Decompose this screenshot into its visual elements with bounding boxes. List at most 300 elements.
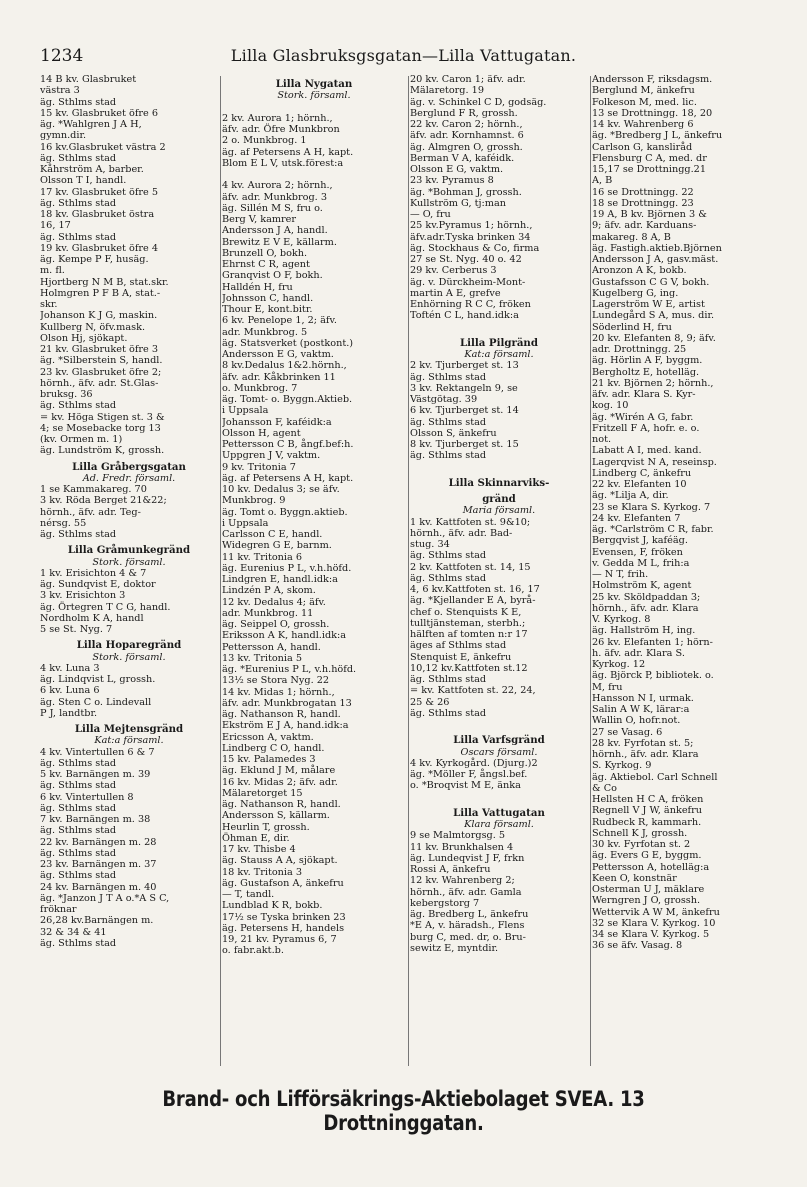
directory-entry: Berman V A, kaféidk. [410, 152, 515, 164]
directory-entry: äg. Sthlms stad [40, 825, 117, 837]
directory-entry: Gustafsson C G V, bokh. [592, 276, 710, 288]
directory-entry: 2 kv. Kattfoten st. 14, 15 [410, 561, 531, 573]
directory-entry: Osterman U J, mäklare [592, 884, 705, 895]
directory-entry: 4 kv. Vintertullen 6 & 7 [40, 746, 155, 758]
directory-entry: 13 kv. Tritonia 5 [222, 652, 303, 664]
directory-entry: o. Munkbrog. 7 [222, 382, 298, 394]
directory-entry: äg. Aktiebol. Carl Schnell [592, 771, 718, 783]
directory-entry: 3 kv. Erisichton 3 [40, 590, 126, 602]
directory-entry: Fritzell F A, hofr. e. o. [592, 422, 700, 434]
street-heading: Lilla Gråbergsgatan [72, 460, 186, 473]
directory-entry [410, 719, 588, 730]
column-1 [40, 74, 218, 1068]
column-3 [410, 74, 588, 1068]
directory-entry: Stenquist E, änkefru [410, 651, 512, 663]
street-heading: Lilla Varfsgränd [453, 734, 545, 747]
directory-entry: äg. Sundqvist E, doktor [40, 579, 156, 590]
parish-label: Kat:a församl. [464, 349, 534, 360]
directory-entry: hörnh., äfv. adr. Bad- [410, 527, 513, 539]
directory-entry: 12 kv. Dedalus 4; äfv. [222, 596, 326, 608]
directory-entry: Kullberg N, öfv.mask. [40, 321, 146, 333]
directory-entry: 23 kv. Pyramus 8 [410, 175, 494, 187]
directory-entry: Holmgren P F B A, stat.- [40, 287, 161, 299]
directory-entry: 16 kv. Midas 2; äfv. adr. [222, 776, 338, 788]
directory-entry: Enhörning R C C, fröken [410, 299, 531, 310]
directory-entry: Folkeson M, med. lic. [592, 96, 697, 108]
directory-entry: Mälaretorg. 19 [410, 85, 484, 97]
directory-entry: Söderlind H, fru [592, 321, 672, 333]
directory-entry: Kyrkog. 12 [592, 659, 646, 670]
directory-entry: Ekström E J A, hand.idk:a [222, 720, 349, 732]
directory-entry: 10 kv. Dedalus 3; se äfv. [222, 484, 340, 495]
directory-entry: 9 kv. Tritonia 7 [222, 461, 296, 473]
directory-entry: äfv. adr. Klara S. Kyr- [592, 389, 696, 400]
directory-entry: Salin A W K, lärar:a [592, 704, 690, 715]
directory-entry: Schnell K J, grossh. [592, 827, 688, 839]
directory-entry: 28 kv. Fyrfotan st. 5; [592, 737, 694, 749]
directory-entry: 17½ se Tyska brinken 23 [222, 911, 346, 923]
directory-entry: äg. *Kjellander E A, byrå- [410, 595, 536, 607]
directory-entry: Heurlin T, grossh. [222, 821, 310, 833]
directory-entry: Kugelberg G, ing. [592, 287, 679, 299]
directory-entry: 9; äfv. adr. Karduans- [592, 220, 697, 232]
directory-entry: 3 kv. Rektangeln 9, se [410, 382, 518, 394]
directory-entry: 13 se Drottningg. 18, 20 [592, 107, 713, 119]
directory-entry: makareg. 8 A, B [592, 231, 671, 243]
directory-entry: Ericsson A, vaktm. [222, 731, 314, 743]
directory-entry: bruksg. 36 [40, 389, 93, 400]
directory-entry: 8 kv.Dedalus 1&2.hörnh., [222, 360, 347, 372]
directory-entry: Berg V, kamrer [222, 214, 297, 225]
directory-entry: 2 kv. Aurora 1; hörnh., [222, 112, 333, 124]
directory-entry: äg. Sthlms stad [40, 802, 117, 814]
street-heading: Lilla Gråmunkegränd [67, 544, 191, 557]
directory-entry: äg. Eurenius P L, v.h.höfd. [222, 562, 352, 574]
directory-entry: Werngren J O, grossh. [592, 895, 701, 907]
directory-entry: 14 B kv. Glasbruket [40, 74, 137, 85]
directory-entry: burg C, med. dr, o. Bru- [410, 931, 526, 943]
directory-entry: 15,17 se Drottningg.21 [592, 164, 706, 175]
directory-entry: äg. Örtegren T C G, handl. [40, 601, 171, 613]
directory-entry: 26,28 kv.Barnängen m. [40, 915, 154, 927]
directory-entry: 26 kv. Elefanten 1; hörn- [592, 636, 713, 648]
directory-entry: 23 kv. Barnängen m. 37 [40, 859, 157, 870]
directory-entry: Bergholtz E, hotelläg. [592, 366, 700, 378]
directory-entry: = kv. Kattfoten st. 22, 24, [410, 685, 536, 697]
directory-entry: äg. v. Dürckheim-Mont- [410, 276, 526, 288]
directory-entry: 15 kv. Glasbruket öfre 6 [40, 107, 159, 119]
parish-label: Stork. församl. [92, 651, 166, 663]
directory-entry: Flensburg C A, med. dr [592, 152, 707, 164]
directory-entry: äg. *Silberstein S, handl. [40, 355, 163, 367]
directory-entry: äg. Hallström H, ing. [592, 625, 696, 637]
directory-entry: adr. Munkbrog. 5 [222, 326, 308, 338]
directory-entry: äg. Sthlms stad [40, 96, 117, 108]
page-title: Lilla Glasbruksgsgatan—Lilla Vattugatan. [230, 46, 577, 65]
directory-entry: hörnh., äfv. adr. Klara [592, 602, 699, 614]
directory-entry: 15 kv. Palamedes 3 [222, 754, 316, 765]
directory-entry: äg. Sthlms stad [410, 416, 487, 428]
directory-entry: äg. Nathanson R, handl. [222, 799, 341, 810]
directory-entry: *E A, v. häradsh., Flens [410, 920, 525, 932]
directory-entry: äg. Almgren O, grossh. [410, 141, 523, 153]
directory-entry: Carlson G, kansliråd [592, 141, 693, 153]
directory-entry: 11 kv. Brunkhalsen 4 [410, 841, 514, 853]
directory-entry: äfv.adr.Tyska brinken 34 [410, 231, 531, 243]
directory-entry: h. äfv. adr. Klara S. [592, 647, 685, 659]
directory-entry: Lagerqvist N A, reseinsp. [592, 456, 717, 468]
parish-label: Maria församl. [462, 505, 536, 517]
directory-entry: äg. *Carlström C R, fabr. [592, 524, 714, 535]
company-address: 13 Drottninggatan. [323, 1087, 645, 1135]
directory-entry: Johanson K J G, maskin. [40, 310, 158, 322]
directory-entry: Thour E, kont.bitr. [222, 304, 313, 315]
directory-entry: 17 kv. Thisbe 4 [222, 844, 296, 855]
directory-entry: 32 & 34 & 41 [40, 926, 107, 938]
directory-entry [410, 462, 588, 473]
directory-entry: o. *Broqvist M E, änka [410, 780, 521, 792]
directory-entry: äfv. adr. Kåkbrinken 11 [222, 371, 336, 383]
directory-entry: Rudbeck R, kammarh. [592, 816, 702, 828]
directory-entry: Lindberg C, änkefru [592, 467, 692, 479]
directory-entry: Hellsten H C A, fröken [592, 794, 704, 805]
directory-entry: äg. *Eurenius P L, v.h.höfd. [222, 664, 357, 675]
directory-entry: äg. Sthlms stad [410, 707, 487, 719]
directory-entry: 22 kv. Elefanten 10 [592, 479, 687, 490]
directory-entry: nérsg. 55 [40, 517, 87, 529]
directory-entry: äg. Sthlms stad [40, 870, 117, 882]
directory-entry: äg. Sillén M S, fru o. [222, 202, 323, 214]
directory-entry: Johansson F, kaféidk:a [222, 416, 332, 428]
street-heading: gränd [482, 493, 516, 505]
directory-entry: 20 kv. Elefanten 8, 9; äfv. [592, 332, 716, 344]
directory-entry: 5 se St. Nyg. 7 [40, 624, 113, 635]
directory-entry: Lindzén P A, skom. [222, 585, 316, 597]
directory-entry: Andersson S, källarm. [222, 810, 330, 822]
directory-entry: äg. Nathanson R, handl. [222, 709, 341, 720]
directory-entry: Olsson T I, handl. [40, 175, 127, 187]
directory-entry: 27 se Vasag. 6 [592, 726, 663, 738]
directory-entry: 25 kv. Sköldpaddan 3; [592, 591, 701, 603]
directory-entry: Lindberg C O, handl. [222, 742, 325, 754]
directory-entry: hörnh., äfv. adr. St.Glas- [40, 377, 159, 389]
directory-entry: äg. Sthlms stad [40, 152, 117, 164]
directory-entry: äg. Sthlms stad [410, 550, 487, 562]
directory-entry: Blom E L V, utsk.förest:a [222, 157, 344, 169]
directory-entry: Bergqvist J, kaféäg. [592, 535, 688, 547]
directory-entry: äg. Sthlms stad [410, 572, 487, 584]
directory-entry: äg. Tomt- o. Byggn.Aktieb. [222, 394, 353, 405]
parish-label: Kat:a församl. [94, 735, 164, 747]
directory-entry: Olsson S, änkefru [410, 427, 497, 439]
directory-entry: 13½ se Stora Nyg. 22 [222, 675, 330, 687]
directory-entry: skr. [40, 299, 58, 310]
directory-entry: 29 kv. Cerberus 3 [410, 265, 497, 277]
directory-entry: 6 kv. Luna 6 [40, 685, 100, 697]
directory-entry: äg. Sthlms stad [40, 529, 117, 540]
directory-entry: Andersson E G, vaktm. [222, 349, 334, 360]
directory-entry: 32 se Klara V. Kyrkog. 10 [592, 917, 716, 929]
directory-entry: 6 kv. Tjurberget st. 14 [410, 405, 519, 417]
directory-entry: äg. Petersens H, handels [222, 922, 345, 934]
page-number: 1234 [40, 46, 84, 66]
directory-entry: 2 kv. Tjurberget st. 13 [410, 360, 519, 372]
directory-entry: m. fl. [40, 265, 65, 277]
directory-entry: Wettervik A W M, änkefru [592, 906, 720, 918]
directory-entry: 24 kv. Barnängen m. 40 [40, 881, 157, 893]
directory-entry: (kv. Ormen m. 1) [40, 434, 123, 445]
directory-entry: 6 kv. Penelope 1, 2; äfv. [222, 315, 337, 327]
directory-entry [222, 169, 406, 180]
directory-entry: Västgötag. 39 [410, 394, 478, 405]
directory-columns [40, 74, 767, 1068]
directory-entry: Toftén C L, hand.idk:a [410, 310, 519, 322]
directory-entry: äg. Eklund J M, målare [222, 765, 336, 777]
directory-entry: 20 kv. Caron 1; äfv. adr. [410, 74, 526, 85]
directory-entry: äfv. adr. Munkbrog. 3 [222, 191, 327, 203]
directory-entry: Lundegård S A, mus. dir. [592, 310, 715, 322]
directory-entry: 17 kv. Glasbruket öfre 5 [40, 186, 159, 198]
directory-entry: äg. Fastigh.aktieb.Björnen [592, 242, 722, 254]
directory-entry: Kullström G, tj:man [410, 197, 506, 209]
directory-entry: 4; se Mosebacke torg 13 [40, 422, 161, 434]
directory-entry: västra 3 [40, 85, 80, 97]
directory-entry: Olson Hj, sjökapt. [40, 332, 128, 344]
directory-entry: äg. Lundeqvist J F, frkn [410, 852, 525, 864]
directory-entry: äg. *Lilja A, dir. [592, 490, 669, 502]
directory-entry: 19 kv. Glasbruket öfre 4 [40, 242, 159, 254]
directory-entry: äg. Lindqvist L, grossh. [40, 674, 156, 685]
directory-entry: Halldén H, fru [222, 281, 293, 293]
directory-entry: äg. *Wahlgren J A H, [40, 119, 142, 130]
street-heading: Lilla Pilgränd [460, 336, 538, 349]
directory-entry: Holmström K, agent [592, 580, 692, 592]
directory-entry: i Uppsala [222, 405, 269, 417]
street-heading: Lilla Skinnarviks- [448, 476, 550, 489]
directory-entry: 19, 21 kv. Pyramus 6, 7 [222, 934, 337, 945]
directory-entry [410, 322, 588, 333]
directory-entry: 4 kv. Kyrkogård. (Djurg.)2 [410, 757, 538, 769]
directory-entry: Labatt A I, med. kand. [592, 445, 702, 457]
directory-entry: Öhman E, dir. [222, 832, 290, 844]
advertisement-footer [91, 1087, 716, 1135]
parish-label: Stork. församl. [277, 90, 351, 102]
directory-entry: Wallin O, hofr.not. [592, 715, 681, 727]
directory-entry: äg. Bredberg L, änkefru [410, 909, 529, 920]
directory-entry: 4, 6 kv.Kattfoten st. 16, 17 [410, 584, 540, 595]
directory-entry: Andersson F, riksdagsm. [592, 74, 713, 85]
directory-entry: 16, 17 [40, 220, 71, 232]
directory-entry: äg. v. Schinkel C D, godsäg. [410, 96, 547, 108]
directory-entry: = kv. Höga Stigen st. 3 & [40, 411, 165, 423]
directory-entry: äg. Sthlms stad [40, 780, 117, 792]
parish-label: Klara församl. [464, 819, 534, 830]
directory-entry: Hansson N I, urmak. [592, 692, 694, 704]
directory-entry: äg. *Möller F, ångsl.bef. [410, 769, 528, 780]
directory-entry: 1 se Kammakareg. 70 [40, 484, 147, 495]
directory-entry [222, 102, 406, 113]
directory-entry: Berglund M, änkefru [592, 85, 695, 97]
directory-entry: äg. Sthlms stad [40, 847, 117, 859]
directory-entry: hälften af tomten n:r 17 [410, 629, 528, 640]
directory-entry: 11 kv. Tritonia 6 [222, 551, 303, 563]
street-heading: Lilla Mejtensgränd [74, 723, 184, 735]
directory-entry: stug. 34 [410, 539, 450, 550]
directory-entry: äg. *Janzon J T A o.*A S C, [40, 892, 170, 904]
directory-entry: kog. 10 [592, 400, 629, 412]
directory-entry: i Uppsala [222, 517, 269, 529]
directory-entry: äg. Kempe P F, husäg. [40, 254, 149, 265]
directory-entry: 1 kv. Kattfoten st. 9&10; [410, 516, 531, 528]
directory-entry: S. Kyrkog. 9 [592, 760, 652, 772]
column-4 [592, 74, 767, 1068]
directory-entry: Hjortberg N M B, stat.skr. [40, 276, 169, 288]
directory-entry: äg. Sthlms stad [40, 937, 117, 949]
directory-entry: 19 A, B kv. Björnen 3 & [592, 209, 707, 220]
directory-entry: äg. Evers G E, byggm. [592, 850, 702, 862]
directory-entry: sewitz E, myntdir. [410, 942, 499, 954]
directory-entry: 4 kv. Luna 3 [40, 662, 100, 674]
directory-entry: 21 kv. Glasbruket öfre 3 [40, 344, 159, 355]
directory-entry: äg. Hörlin A F, byggm. [592, 355, 703, 367]
directory-entry: Kåhrström A, barber. [40, 164, 144, 175]
directory-entry: 36 se äfv. Vasag. 8 [592, 940, 683, 952]
directory-entry: äg. Stauss A A, sjökapt. [222, 855, 338, 867]
street-heading: Lilla Nygatan [275, 78, 353, 90]
directory-entry: 1 kv. Erisichton 4 & 7 [40, 567, 147, 579]
directory-entry: 25 kv.Pyramus 1; hörnh., [410, 220, 533, 232]
directory-entry: 3 kv. Röda Berget 21&22; [40, 495, 167, 507]
directory-entry: äg. Sten C o. Lindevall [40, 696, 152, 708]
directory-entry: äg. Björck P, bibliotek. o. [592, 670, 714, 682]
directory-entry: 30 kv. Fyrfotan st. 2 [592, 839, 691, 850]
directory-entry: 8 kv. Tjurberget st. 15 [410, 439, 519, 450]
directory-entry: Regnell V J W, änkefru [592, 805, 703, 817]
directory-entry: 2 o. Munkbrog. 1 [222, 135, 307, 147]
directory-entry: äg. Sthlms stad [40, 231, 117, 243]
directory-entry: äg. Seippel O, grossh. [222, 619, 330, 630]
street-heading: Lilla Hoparegränd [76, 639, 182, 652]
directory-entry: 25 & 26 [410, 696, 450, 708]
directory-entry: 18 se Drottningg. 23 [592, 197, 694, 209]
directory-entry: 7 kv. Barnängen m. 38 [40, 814, 151, 825]
directory-entry: äg. Gustafson A, änkefru [222, 877, 344, 889]
directory-entry: äfv. adr. Öfre Munkbron [222, 124, 340, 135]
directory-entry: äges af Sthlms stad [410, 640, 507, 652]
directory-entry: Pettersson A, handl. [222, 641, 321, 653]
page-header [40, 46, 767, 74]
directory-entry: 6 kv. Vintertullen 8 [40, 791, 134, 803]
directory-entry: adr. Munkbrog. 11 [222, 607, 314, 619]
directory-entry: chef o. Stenquists K E, [410, 606, 522, 618]
directory-entry: kebergstorg 7 [410, 897, 480, 909]
column-2 [222, 74, 406, 1068]
directory-entry: äg. Sthlms stad [410, 371, 487, 383]
directory-entry: — N T, frih. [592, 569, 649, 580]
directory-entry: o. fabr.akt.b. [222, 945, 284, 957]
directory-entry: — T, tandl. [222, 889, 275, 900]
directory-entry: Pettersson C B, ångf.bef:h. [222, 439, 354, 450]
directory-entry: äg. Statsverket (postkont.) [222, 337, 354, 349]
directory-entry: Brewitz E V E, källarm. [222, 236, 337, 248]
directory-entry: 14 kv. Midas 1; hörnh., [222, 686, 335, 698]
directory-entry: adr. Drottningg. 25 [592, 344, 687, 355]
parish-label: Ad. Fredr. församl. [82, 472, 176, 484]
directory-entry: Mälaretorget 15 [222, 787, 303, 799]
directory-entry: 16 kv.Glasbruket västra 2 [40, 141, 166, 153]
directory-entry: äg. af Petersens A H, kapt. [222, 146, 354, 158]
directory-entry: Evensen, F, fröken [592, 546, 683, 558]
directory-entry: fröknar [40, 904, 77, 915]
directory-entry: Uppgren J V, vaktm. [222, 450, 321, 462]
directory-entry: v. Gedda M L, frih:a [592, 557, 690, 569]
directory-entry: Munkbrog. 9 [222, 495, 286, 507]
directory-entry: 12 kv. Wahrenberg 2; [410, 875, 515, 887]
directory-entry: Andersson J A, gasv.mäst. [592, 254, 719, 265]
directory-entry: 10,12 kv.Kattfoten st.12 [410, 662, 528, 674]
directory-entry: äg. Tomt o. Byggn.aktieb. [222, 506, 348, 518]
directory-entry: not. [592, 434, 612, 445]
directory-entry: äg. *Wirén A G, fabr. [592, 411, 694, 423]
parish-label: Stork. församl. [92, 556, 166, 568]
directory-entry: 16 se Drottningg. 22 [592, 186, 694, 198]
directory-entry: äg. Sthlms stad [410, 450, 487, 462]
directory-entry: Andersson J A, handl. [222, 225, 328, 237]
directory-entry: 22 kv. Caron 2; hörnh., [410, 119, 523, 130]
directory-entry: 23 kv. Glasbruket öfre 2; [40, 366, 162, 378]
directory-entry: hörnh., äfv. adr. Gamla [410, 886, 522, 898]
directory-entry: Rossi A, änkefru [410, 864, 491, 875]
directory-entry: äg. Sthlms stad [410, 674, 487, 685]
directory-entry [410, 792, 588, 803]
directory-entry: V. Kyrkog. 8 [592, 614, 651, 625]
directory-entry: Pettersson A, hotelläg:a [592, 861, 710, 873]
directory-entry: äg. *Bredberg J L, änkefru [592, 130, 723, 142]
directory-entry: martin A E, grefve [410, 287, 501, 299]
directory-entry: Johnsson C, handl. [222, 292, 314, 304]
directory-entry: Brunzell O, bokh. [222, 247, 308, 259]
directory-entry: Lagerström W E, artist [592, 299, 705, 310]
directory-entry: 21 kv. Björnen 2; hörnh., [592, 377, 714, 389]
directory-entry: Widegren G E, barnm. [222, 540, 332, 552]
directory-entry: Aronzon A K, bokb. [592, 265, 687, 277]
directory-entry: äg. Sthlms stad [40, 757, 117, 769]
directory-entry: 9 se Malmtorgsg. 5 [410, 830, 506, 842]
directory-entry: hörnh., äfv. adr. Klara [592, 749, 699, 760]
directory-entry: Berglund F R, grossh. [410, 107, 518, 119]
directory-entry: Olsson H, agent [222, 427, 301, 439]
directory-entry: Lindgren E, handl.idk:a [222, 574, 338, 585]
directory-entry: Lundblad K R, bokb. [222, 900, 323, 912]
directory-entry: Ehrnst C R, agent [222, 259, 310, 270]
directory-entry: tulltjänsteman, sterbh.; [410, 617, 526, 629]
directory-entry: äg. af Petersens A H, kapt. [222, 472, 354, 484]
directory-entry: 5 kv. Barnängen m. 39 [40, 769, 151, 780]
directory-entry: hörnh., äfv. adr. Teg- [40, 506, 141, 518]
directory-entry: M, fru [592, 681, 623, 693]
directory-entry: 23 se Klara S. Kyrkog. 7 [592, 501, 711, 513]
directory-entry: gymn.dir. [40, 130, 87, 142]
directory-entry: äg. Sthlms stad [40, 197, 117, 209]
directory-entry: Granqvist O F, bokh. [222, 270, 323, 282]
directory-entry: äfv. adr. Munkbrogatan 13 [222, 697, 352, 709]
directory-entry: 24 kv. Elefanten 7 [592, 512, 681, 524]
parish-label: Oscars församl. [460, 746, 538, 758]
directory-entry: Keen O, konstnär [592, 872, 677, 884]
directory-entry: Carlsson C E, handl. [222, 529, 323, 540]
directory-entry: äg. Sthlms stad [40, 400, 117, 412]
company-name: Brand- och Lifförsäkrings-Aktiebolaget SVEA. [162, 1087, 614, 1111]
